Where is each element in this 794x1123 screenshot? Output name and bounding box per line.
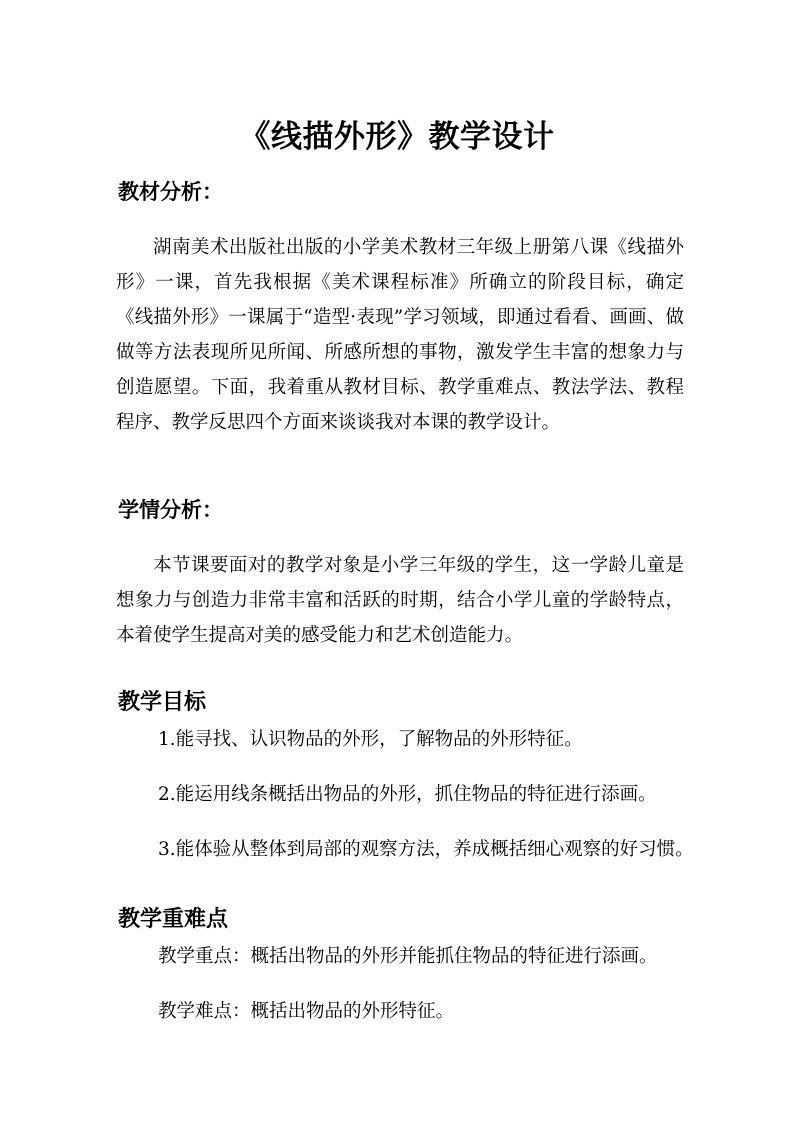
key-point-item: [158, 944, 698, 970]
teaching-goal-item: [158, 782, 698, 808]
section-heading-key-difficult-points: 教学重难点: [118, 907, 229, 933]
document-title: 《线描外形》教学设计: [239, 118, 555, 155]
teaching-goal-text: 2.能运用线条概括出物品的外形，抓住物品的特征进行添画。: [158, 784, 657, 805]
student-analysis-paragraph: 本节课要面对的教学对象是小学三年级的学生，这一学龄儿童是想象力与创造力非常丰富和活跃的时期，结合小学儿童的学龄特点，本着使学生提高对美的感受能力和艺术创造能力。: [116, 554, 684, 646]
teaching-goal-item: [158, 837, 698, 863]
section-heading-teaching-goals: 教学目标: [118, 690, 207, 716]
difficult-point-text: 教学难点：概括出物品的外形特征。: [158, 1001, 455, 1022]
teaching-goal-item: [158, 727, 698, 753]
section-heading-textbook-analysis: 教材分析：: [118, 180, 223, 205]
difficult-point-item: [158, 999, 698, 1025]
teaching-goal-text: 3.能体验从整体到局部的观察方法，养成概括细心观察的好习惯。: [158, 839, 694, 860]
textbook-analysis-paragraph: 湖南美术出版社出版的小学美术教材三年级上册第八课《线描外形》一课，首先我根据《美术课程标准》所确立的阶段目标，确定《线描外形》一课属于“造型·表现”学习领域，即通过看看、画画、做做等方法表现所见所闻、所感所想的事物，激发学生丰富的想象力与创造愿望。下面，我着重从教材目标、教学重难点、教法学法、教程程序、教学反思四个方面来谈谈我对本课的教学设计。: [116, 236, 684, 433]
section-heading-student-analysis: 学情分析：: [118, 498, 223, 523]
teaching-goal-text: 1.能寻找、认识物品的外形，了解物品的外形特征。: [158, 729, 583, 750]
key-point-text: 教学重点：概括出物品的外形并能抓住物品的特征进行添画。: [158, 946, 658, 967]
